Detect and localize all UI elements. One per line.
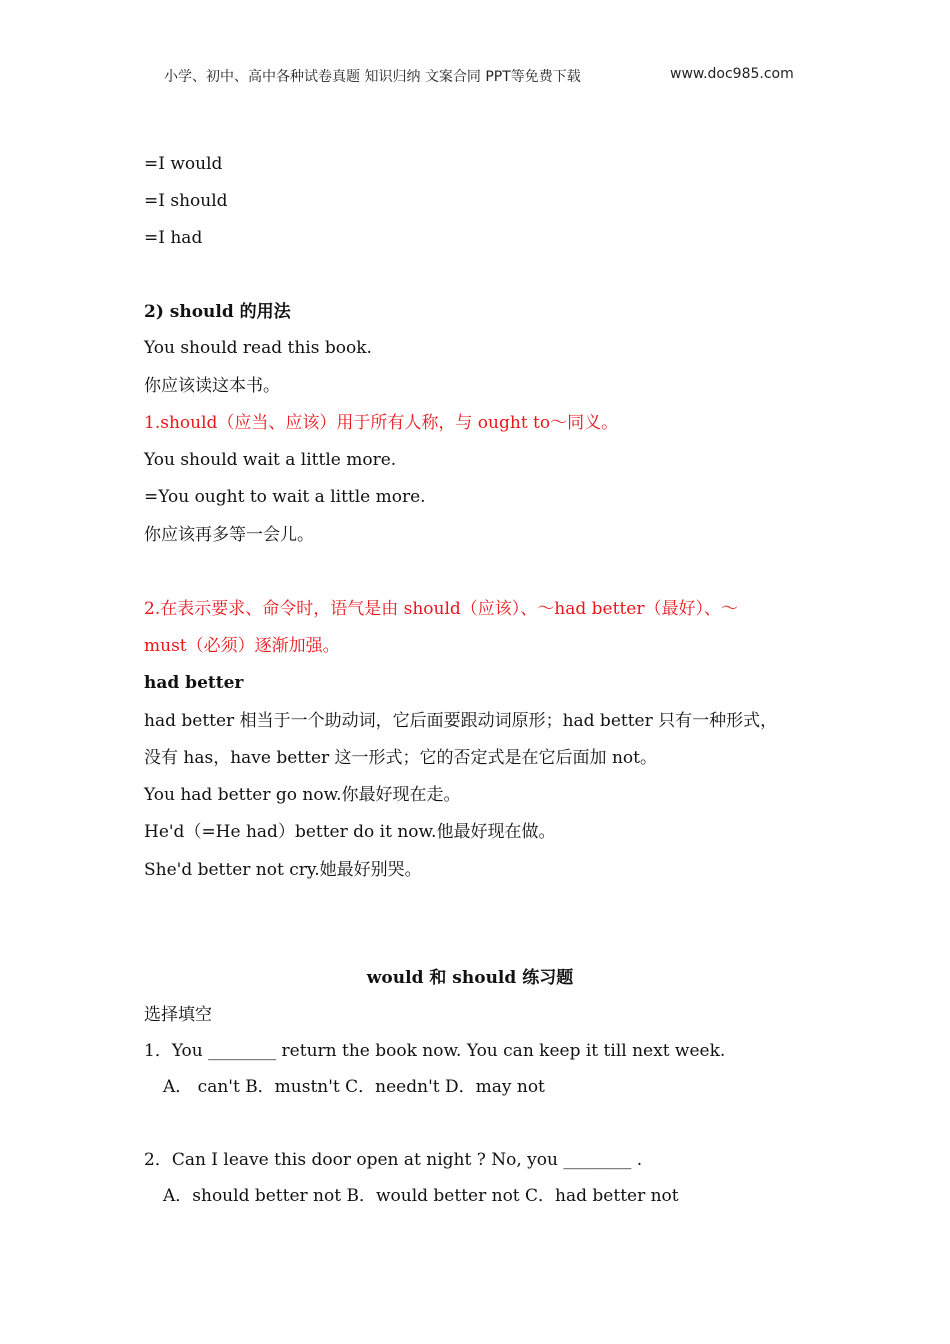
page-header — [164, 66, 804, 86]
text-line: She'd better not cry.她最好别哭。 — [144, 860, 422, 880]
text-line: 你应该读这本书。 — [144, 376, 280, 396]
question-1-options: A． can't B．mustn't C．needn't D．may not — [163, 1077, 545, 1097]
rule-line: must（必须）逐渐加强。 — [144, 636, 340, 656]
header-site-link[interactable]: www.doc985.com — [670, 66, 794, 82]
rule-line: 2.在表示要求、命令时，语气是由 should（应该）、～had better（最好）、～ — [144, 599, 738, 619]
text-line: had better 相当于一个助动词，它后面要跟动词原形；had better 只有一种形式， — [144, 711, 778, 731]
text-line: You had better go now.你最好现在走。 — [144, 785, 461, 805]
text-line: 没有 has，have better 这一形式；它的否定式是在它后面加 not。 — [144, 748, 657, 768]
header-tagline: 小学、初中、高中各种试卷真题 知识归纳 文案合同 PPT等免费下载 — [164, 69, 581, 85]
subsection-title: had better — [144, 673, 244, 693]
exercise-instruction: 选择填空 — [144, 1005, 212, 1025]
text-line: 你应该再多等一会儿。 — [144, 525, 314, 545]
text-line: He'd（=He had）better do it now.他最好现在做。 — [144, 822, 556, 842]
question-2: 2．Can I leave this door open at night ? No, you ________ . — [144, 1150, 643, 1170]
rule-line: 1.should（应当、应该）用于所有人称，与 ought to～同义。 — [144, 413, 619, 433]
text-line: =I had — [144, 228, 203, 248]
exercise-title: would 和 should 练习题 — [366, 968, 574, 988]
text-line: You should read this book. — [144, 338, 372, 358]
text-line: =I would — [144, 154, 223, 174]
section-title: 2) should 的用法 — [144, 302, 291, 322]
text-line: You should wait a little more. — [144, 450, 397, 470]
question-1: 1．You ________ return the book now. You can keep it till next week. — [144, 1041, 726, 1061]
text-line: =You ought to wait a little more. — [144, 487, 426, 507]
text-line: =I should — [144, 191, 228, 211]
question-2-options: A．should better not B．would better not C．had better not — [163, 1186, 679, 1206]
